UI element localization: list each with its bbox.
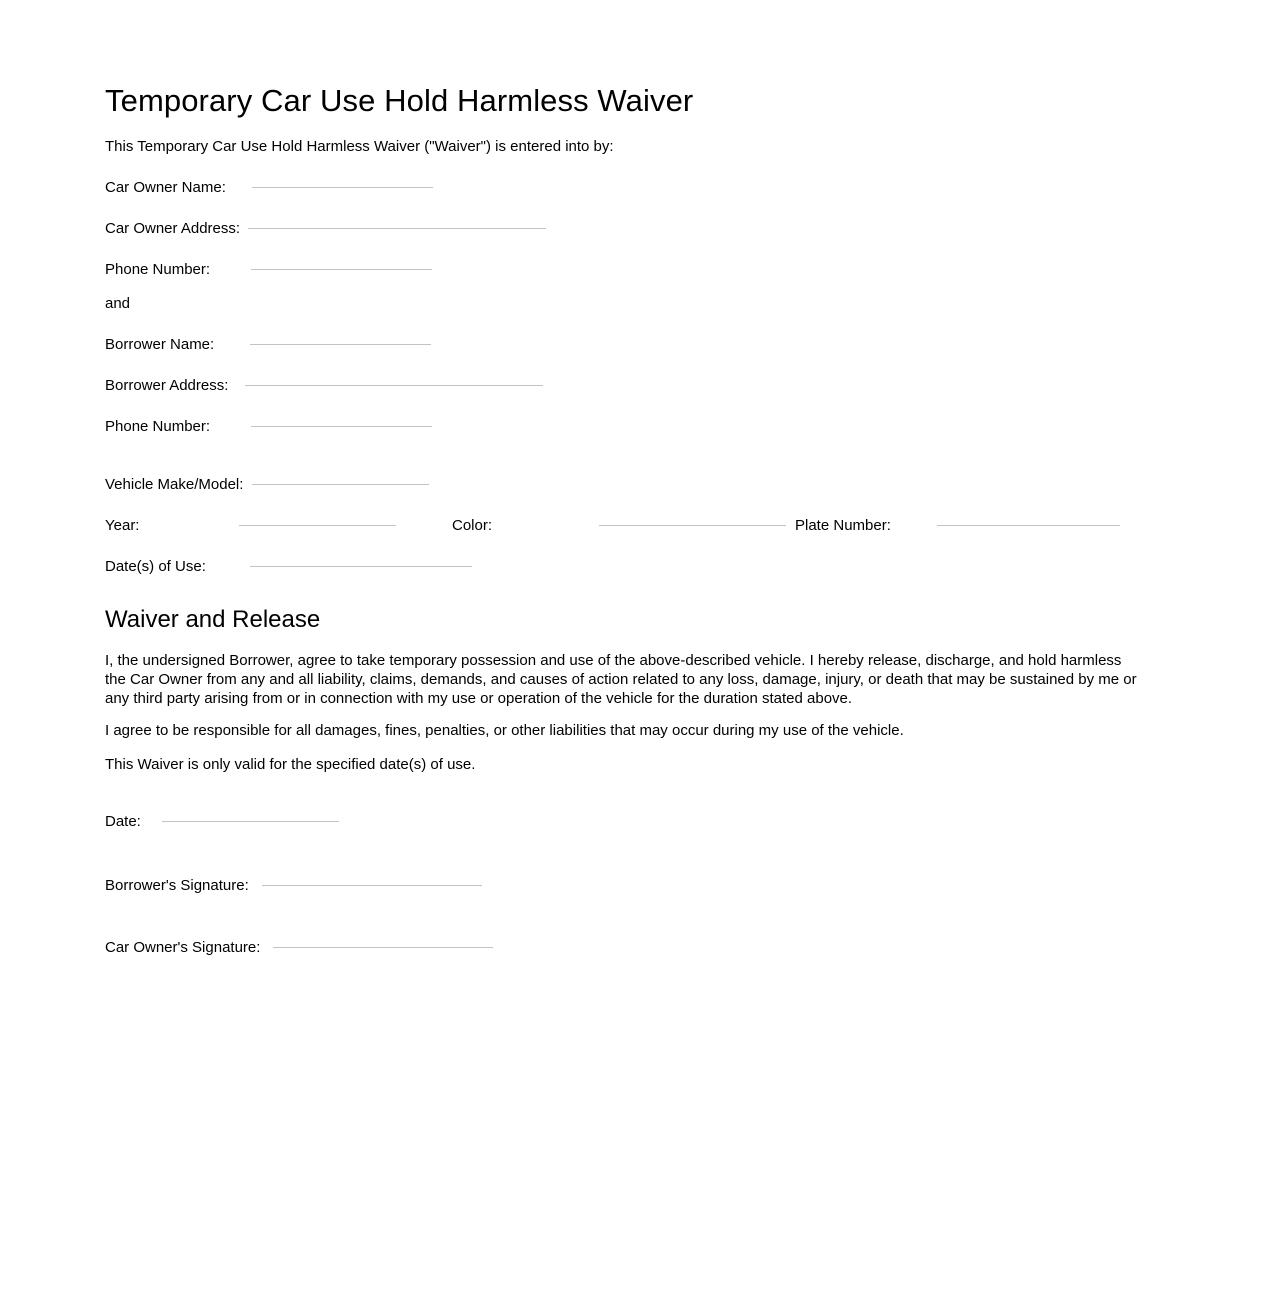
field-row-borrower-address (105, 376, 543, 396)
section-heading-waiver-and-release: Waiver and Release (105, 606, 321, 633)
field-input-car-owner-name[interactable] (252, 187, 433, 188)
field-label-date: Date: (105, 813, 141, 830)
field-label-vehicle-make-model: Vehicle Make/Model: (105, 476, 244, 493)
field-label-borrower-signature: Borrower's Signature: (105, 877, 249, 894)
field-label-borrower-address: Borrower Address: (105, 377, 229, 394)
field-label-car-owner-signature: Car Owner's Signature: (105, 939, 261, 956)
page-title: Temporary Car Use Hold Harmless Waiver (105, 83, 694, 118)
field-input-car-owner-signature[interactable] (273, 947, 493, 948)
field-input-owner-phone-number[interactable] (251, 269, 432, 270)
paragraph-validity: This Waiver is only valid for the specified date(s) of use. (105, 756, 476, 773)
field-label-car-owner-address: Car Owner Address: (105, 220, 241, 237)
paragraph-waiver-release: I, the undersigned Borrower, agree to take temporary possession and use of the above-described vehicle. I hereby release, discharge, and hold harmless the Car Owner from any and all liability, claims, demands, and causes of action related to any loss, damage, injury, or death that may be sustained by me or any third party arising from or in connection with my use or operation of the vehicle for the duration stated above. (105, 652, 1137, 708)
field-label-borrower-phone-number: Phone Number: (105, 418, 211, 435)
field-row-year (105, 516, 396, 536)
field-input-date[interactable] (162, 821, 339, 822)
field-input-plate-number[interactable] (937, 525, 1120, 526)
field-label-color: Color: (452, 517, 493, 534)
field-row-car-owner-address (105, 219, 546, 239)
field-row-vehicle-make-model (105, 475, 429, 495)
field-row-borrower-signature (105, 876, 482, 896)
field-row-date (105, 812, 339, 832)
field-label-borrower-name: Borrower Name: (105, 336, 215, 353)
field-input-dates-of-use[interactable] (250, 566, 472, 567)
paragraph-responsibility: I agree to be responsible for all damages, fines, penalties, or other liabilities that may occur during my use of the vehicle. (105, 722, 904, 739)
connector-text: and (105, 295, 131, 312)
field-row-plate-number (795, 516, 1120, 536)
field-label-year: Year: (105, 517, 140, 534)
field-row-car-owner-signature (105, 938, 493, 958)
field-input-color[interactable] (599, 525, 786, 526)
field-row-dates-of-use (105, 557, 472, 577)
field-input-year[interactable] (239, 525, 396, 526)
field-row-borrower-name (105, 335, 431, 355)
field-input-vehicle-make-model[interactable] (252, 484, 429, 485)
field-input-borrower-name[interactable] (250, 344, 431, 345)
field-input-car-owner-address[interactable] (248, 228, 546, 229)
field-label-owner-phone-number: Phone Number: (105, 261, 211, 278)
field-row-car-owner-name (105, 178, 433, 198)
field-input-borrower-address[interactable] (245, 385, 543, 386)
field-row-owner-phone-number (105, 260, 432, 280)
field-row-borrower-phone-number (105, 417, 432, 437)
field-row-color (452, 516, 786, 536)
field-input-borrower-signature[interactable] (262, 885, 482, 886)
field-label-car-owner-name: Car Owner Name: (105, 179, 226, 196)
field-label-dates-of-use: Date(s) of Use: (105, 558, 206, 575)
intro-paragraph: This Temporary Car Use Hold Harmless Waiver ("Waiver") is entered into by: (105, 138, 614, 155)
field-input-borrower-phone-number[interactable] (251, 426, 432, 427)
field-label-plate-number: Plate Number: (795, 517, 891, 534)
